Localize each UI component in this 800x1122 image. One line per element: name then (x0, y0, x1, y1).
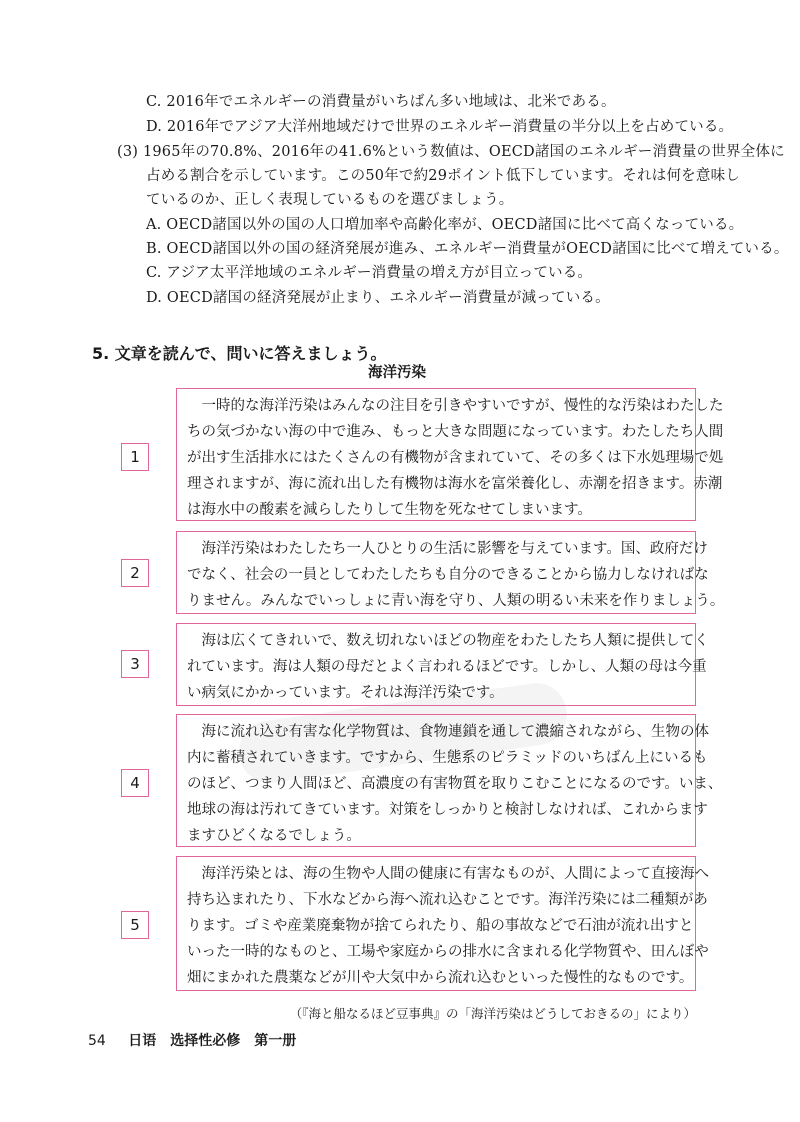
paragraph-number-2: 2 (121, 559, 149, 587)
question3-option-a: A. OECD諸国以外の国の人口増加率や高齢化率が、OECD諸国に比べて高くなっている。 (146, 217, 744, 233)
option-d-top: D. 2016年でアジア大洋州地域だけで世界のエネルギー消費量の半分以上を占めている。 (146, 119, 734, 135)
paragraph-1-line: 一時的な海洋汚染はみんなの注目を引きやすいですが、慢性的な汚染はわたした (187, 398, 724, 414)
paragraph-4-line: 海に流れ込む有害な化学物質は、食物連鎖を通して濃縮されながら、生物の体 (187, 724, 709, 740)
passage-title: 海洋汚染 (368, 365, 426, 381)
paragraph-text-1 (187, 393, 724, 523)
paragraph-2-line: でなく、社会の一員としてわたしたちも自分のできることから協力しなければな (187, 567, 709, 583)
page-number: 54 (88, 1033, 106, 1049)
paragraph-1-line: ちの気づかない海の中で進み、もっと大きな問題になっています。わたしたち人間 (187, 424, 724, 440)
paragraph-number-1: 1 (121, 443, 149, 471)
paragraph-3-line: い病気にかかっています。それは海洋汚染です。 (187, 685, 504, 701)
option-c-top: C. 2016年でエネルギーの消費量がいちばん多い地域は、北米である。 (146, 94, 616, 110)
paragraph-box-1 (176, 388, 724, 521)
paragraph-4-line: のほど、つまり人間ほど、高濃度の有害物質を取りこむことになるのです。いま、 (187, 776, 723, 792)
paragraph-text-3 (187, 628, 709, 706)
paragraph-number-4: 4 (121, 769, 149, 797)
question3-line2: 占める割合を示しています。この50年で約29ポイント低下しています。それは何を意味し (146, 168, 740, 184)
paragraph-5-line: いった一時的なものと、工場や家庭からの排水に含まれる化学物質や、田んぼや (187, 944, 709, 960)
section-title: 5. 文章を読んで、問いに答えましょう。 (92, 344, 387, 363)
paragraph-number-5: 5 (121, 911, 149, 939)
paragraph-text-2 (187, 536, 725, 614)
page-footer (88, 1030, 296, 1050)
paragraph-1-line: 理されますが、海に流れ出した有機物は海水を富栄養化し、赤潮を招きます。赤潮 (187, 476, 723, 492)
paragraph-box-2 (176, 531, 725, 614)
paragraph-text-5 (187, 861, 709, 991)
question3-option-d: D. OECD諸国の経済発展が止まり、エネルギー消費量が減っている。 (146, 290, 610, 306)
paragraph-5-line: 海洋汚染とは、海の生物や人間の健康に有害なものが、人間によって直接海へ (187, 866, 709, 882)
paragraph-box-4 (176, 714, 723, 847)
paragraph-2-line: りません。みんなでいっしょに青い海を守り、人類の明るい未来を作りましょう。 (187, 593, 725, 609)
paragraph-number-3: 3 (121, 650, 149, 678)
question3-option-b: B. OECD諸国以外の国の経済発展が進み、エネルギー消費量がOECD諸国に比べて増えている。 (146, 241, 789, 257)
paragraph-4-line: 内に蓄積されていきます。ですから、生態系のピラミッドのいちばん上にいるも (187, 750, 708, 766)
paragraph-1-line: は海水中の酸素を減らしたりして生物を死なせてしまいます。 (187, 502, 592, 518)
paragraph-3-line: れています。海は人類の母だとよく言われるほどです。しかし、人類の母は今重 (187, 659, 707, 675)
paragraph-5-line: 畑にまかれた農薬などが川や大気中から流れ込むといった慢性的なものです。 (187, 970, 694, 986)
paragraph-1-line: が出す生活排水にはたくさんの有機物が含まれていて、その多くは下水処理場で処 (187, 450, 724, 466)
paragraph-5-line: 持ち込まれたり、下水などから海へ流れ込むことです。海洋汚染には二種類があ (187, 892, 708, 908)
paragraph-box-5 (176, 856, 709, 991)
paragraph-box-3 (176, 623, 709, 706)
paragraph-4-line: ますひどくなるでしょう。 (187, 828, 361, 844)
paragraph-3-line: 海は広くてきれいで、数え切れないほどの物産をわたしたち人類に提供してく (187, 633, 709, 649)
book-title: 日语 选择性必修 第一册 (128, 1033, 297, 1049)
source-citation: （『海と船なるほど豆事典』の「海洋汚染はどうしておきるの」により） (289, 1006, 696, 1021)
paragraph-5-line: ります。ゴミや産業廃棄物が捨てられたり、船の事故などで石油が流れ出すと (187, 918, 694, 934)
question3-line1: (3) 1965年の70.8%、2016年の41.6%という数値は、OECD諸国のエネルギー消費量の世界全体に (117, 144, 785, 160)
paragraph-2-line: 海洋汚染はわたしたち一人ひとりの生活に影響を与えています。国、政府だけ (187, 541, 708, 557)
paragraph-text-4 (187, 719, 723, 849)
question3-line3: ているのか、正しく表現しているものを選びましょう。 (146, 192, 514, 208)
paragraph-4-line: 地球の海は汚れてきています。対策をしっかりと検討しなければ、これからます (187, 802, 708, 818)
question3-option-c: C. アジア太平洋地域のエネルギー消費量の増え方が目立っている。 (146, 265, 593, 281)
